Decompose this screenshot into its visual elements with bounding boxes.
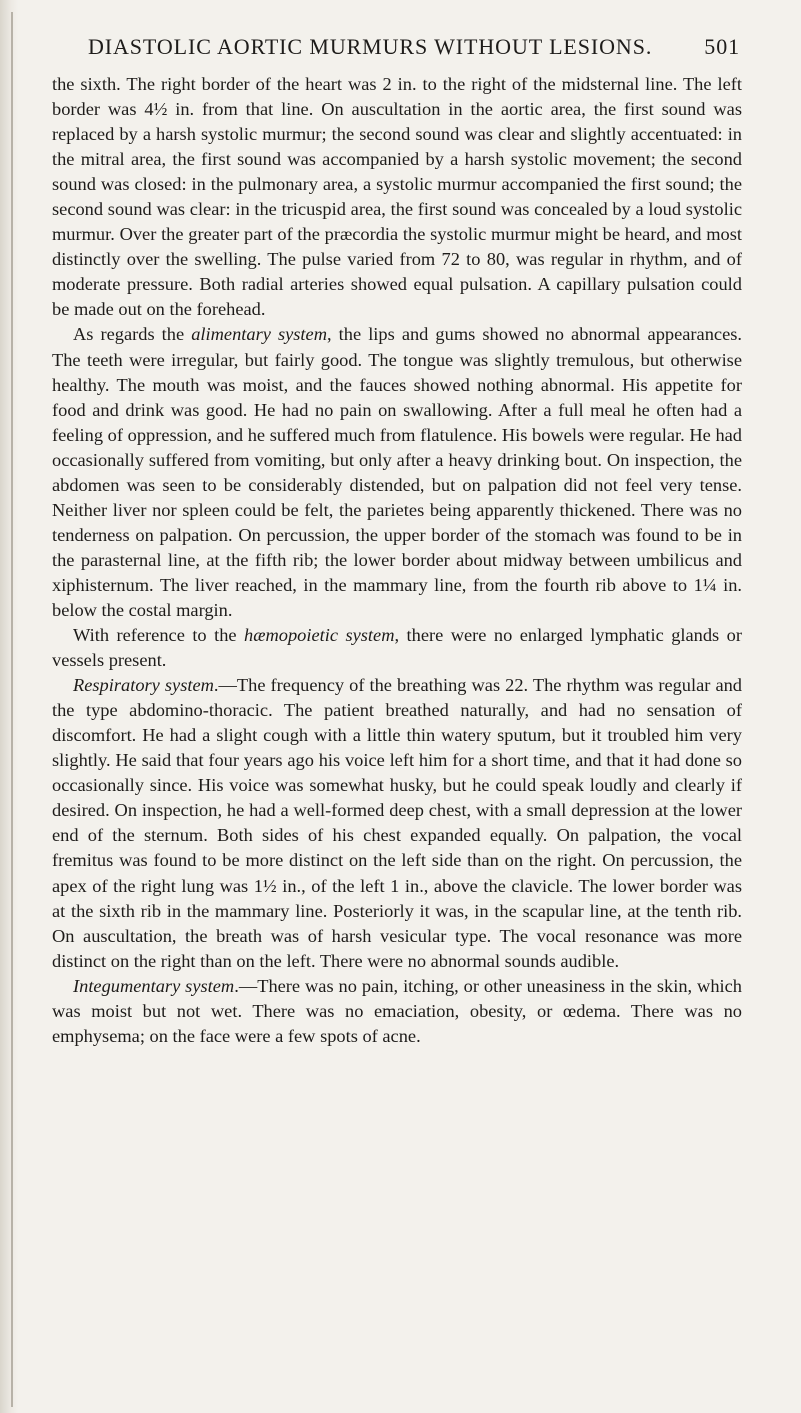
paragraph	[52, 322, 742, 623]
paragraph-text: , the lips and gums showed no abnormal appearances. The teeth were irregular, but fairly good. The tongue was slightly tremulous, but otherwise healthy. The mouth was moist, and the fauces showed nothing abnormal. His appetite for food and drink was good. He had no pain on swallowing. After a full meal he often had a feeling of oppression, and he suffered much from flatulence. His bowels were regular. He had occasionally suffered from vomiting, but only after a heavy drinking bout. On inspection, the abdomen was seen to be considerably distended, but on palpation did not feel very tense. Neither liver nor spleen could be felt, the parietes being apparently thickened. There was no tenderness on palpation. On percussion, the upper border of the stomach was found to be in the parasternal line, at the fifth rib; the lower border about midway between umbilicus and xiphisternum. The liver reached, in the mammary line, from the fourth rib above to 1¼ in. below the costal margin.	[52, 324, 742, 620]
paragraph-text: With reference to the	[73, 625, 245, 646]
italic-heading: alimentary system	[191, 324, 327, 345]
page-body	[52, 72, 742, 1049]
paragraph	[52, 673, 742, 974]
page-number: 501	[704, 34, 740, 59]
paragraph-text: .—The frequency of the breathing was 22. The rhythm was regular and the type abdomino-thoracic. The patient breathed naturally, and had no sensation of discomfort. He had a slight cough with a little thin watery sputum, but it troubled him very slightly. He said that four years ago his voice left him for a short time, and that it had done so occasionally since. His voice was somewhat husky, but he could speak loudly and clearly if desired. On inspection, he had a well-formed deep chest, with a small depression at the lower end of the sternum. Both sides of his chest expanded equally. On palpation, the vocal fremitus was found to be more distinct on the left side than on the right. On percussion, the apex of the right lung was 1½ in., of the left 1 in., above the clavicle. The lower border was at the sixth rib in the mammary line. Posteriorly it was, in the scapular line, at the tenth rib. On auscultation, the breath was of harsh vesicular type. The vocal resonance was more distinct on the right than on the left. There were no abnormal sounds audible.	[52, 675, 743, 971]
running-head: DIASTOLIC AORTIC MURMURS WITHOUT LESIONS.	[88, 34, 653, 59]
paragraph	[52, 72, 742, 322]
page-binding-edge	[0, 0, 18, 1413]
paragraph	[52, 623, 742, 673]
italic-heading: hæmopoietic system	[244, 625, 395, 646]
paragraph	[52, 974, 742, 1049]
book-page	[52, 28, 742, 1049]
paragraph-text: As regards the	[73, 324, 192, 345]
paragraph-text: , there were no enlarged lymphatic glands or vessels present.	[52, 625, 742, 671]
binding-shadow-line	[11, 12, 13, 1407]
page-header	[52, 28, 742, 58]
paragraph-text: .—There was no pain, itching, or other uneasiness in the skin, which was moist but not wet. There was no emaciation, obesity, or œdema. There was no emphysema; on the face were a few spots of acne.	[52, 975, 742, 1046]
italic-heading: Respiratory system	[73, 675, 214, 696]
paragraph-text: the sixth. The right border of the heart was 2 in. to the right of the midsternal line. The left border was 4½ in. from that line. On auscultation in the aortic area, the first sound was replaced by a harsh systolic murmur; the second sound was clear and slightly accentuated: in the mitral area, the first sound was accompanied by a harsh systolic movement; the second sound was closed: in the pulmonary area, a systolic murmur accompanied the first sound; the second sound was clear: in the tricuspid area, the first sound was concealed by a loud systolic murmur. Over the greater part of the præcordia the systolic murmur might be heard, and most distinctly over the swelling. The pulse varied from 72 to 80, was regular in rhythm, and of moderate pressure. Both radial arteries showed equal pulsation. A capillary pulsation could be made out on the forehead.	[52, 74, 742, 320]
italic-heading: Integumentary system	[73, 975, 235, 996]
